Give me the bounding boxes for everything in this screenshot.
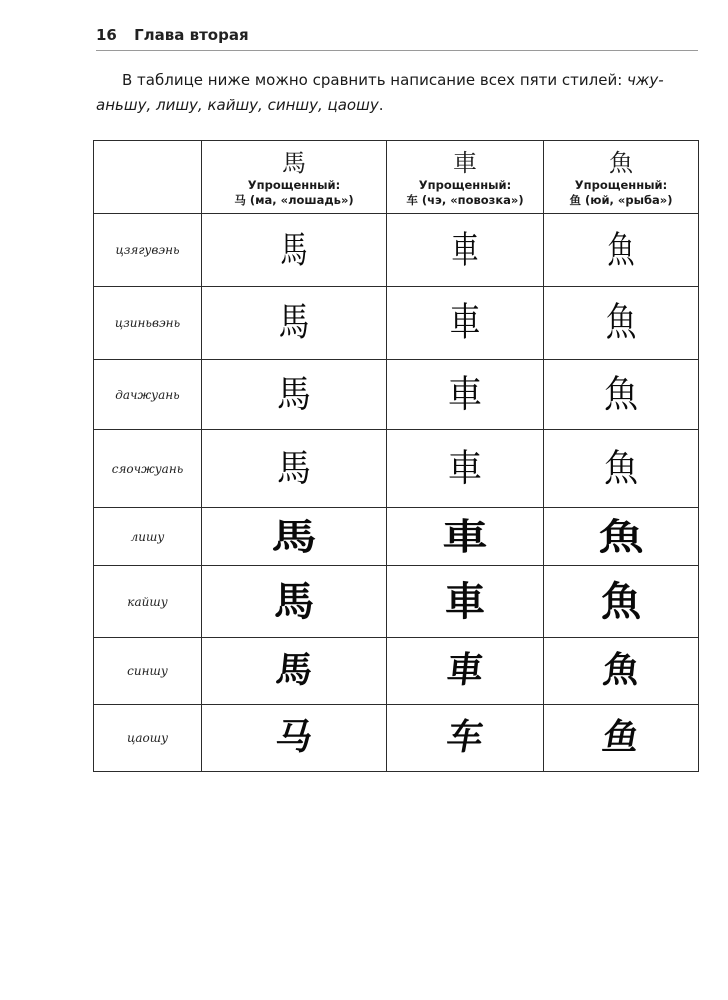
glyph: 車 (442, 515, 488, 558)
style-name-cell: синшу (94, 638, 202, 705)
glyph-cell (544, 705, 699, 772)
header-simplified-char: 鱼 (569, 193, 582, 207)
header-description (387, 193, 543, 208)
glyph-cell (544, 287, 699, 360)
intro-paragraph (96, 68, 696, 118)
glyph-cell (202, 508, 387, 566)
glyph-cell (387, 508, 544, 566)
glyph-cell (202, 214, 387, 287)
table-row (94, 638, 699, 705)
header-divider (96, 50, 698, 51)
header-meaning: (юй, «рыба») (585, 193, 673, 207)
glyph-cell (387, 360, 544, 430)
table-row (94, 287, 699, 360)
table-header-row (94, 141, 699, 214)
table-row (94, 705, 699, 772)
script-styles-table (93, 140, 699, 772)
glyph-cell (202, 287, 387, 360)
table-row (94, 214, 699, 287)
glyph-cell (544, 360, 699, 430)
page-number: 16 (96, 26, 117, 44)
glyph-cell (202, 360, 387, 430)
glyph-cell (202, 566, 387, 638)
header-char: 魚 (609, 149, 633, 177)
glyph-cell (544, 508, 699, 566)
glyph: 馬 (271, 515, 317, 558)
style-name-cell: лишу (94, 508, 202, 566)
header-simplified-char: 车 (406, 193, 418, 207)
intro-styles-list: чжу-аньшу, лишу, кайшу, синшу, цаошу (96, 71, 664, 114)
header-simplified-label: Упрощенный: (418, 178, 512, 192)
glyph-cell (387, 638, 544, 705)
header-char: 車 (453, 149, 477, 177)
style-name-cell: сяочжуань (94, 430, 202, 508)
style-name-cell: кайшу (94, 566, 202, 638)
glyph: 魚 (604, 372, 638, 417)
glyph: 馬 (277, 446, 311, 491)
header-simplified-label: Упрощенный: (247, 178, 341, 192)
style-name-cell: цаошу (94, 705, 202, 772)
glyph: 車 (448, 372, 482, 417)
header-simplified-label: Упрощенный: (574, 178, 668, 192)
glyph: 馬 (277, 372, 311, 417)
glyph: 魚 (600, 650, 642, 691)
glyph-cell (202, 430, 387, 508)
chapter-title: Глава вторая (134, 26, 249, 44)
glyph-cell (387, 430, 544, 508)
glyph: 馬 (278, 300, 310, 346)
page-header (96, 26, 698, 44)
glyph: 魚 (598, 515, 644, 558)
glyph-cell (387, 214, 544, 287)
glyph: 魚 (607, 228, 635, 272)
column-header-horse (202, 141, 387, 214)
glyph-cell (202, 638, 387, 705)
header-description (544, 193, 698, 208)
glyph: 魚 (601, 577, 641, 625)
glyph: 马 (272, 717, 316, 758)
table-row (94, 566, 699, 638)
header-meaning: (чэ, «повозка») (421, 193, 524, 207)
glyph: 鱼 (599, 717, 643, 758)
glyph: 車 (451, 228, 479, 272)
glyph: 魚 (604, 446, 638, 491)
glyph-cell (387, 566, 544, 638)
style-name-cell: дачжуань (94, 360, 202, 430)
intro-end: . (378, 96, 384, 114)
glyph-cell (544, 214, 699, 287)
header-description (202, 193, 386, 208)
glyph-cell (387, 705, 544, 772)
column-header-fish (544, 141, 699, 214)
glyph-cell (544, 566, 699, 638)
glyph-cell (544, 638, 699, 705)
glyph: 馬 (280, 228, 308, 272)
glyph: 魚 (605, 300, 637, 346)
table-row (94, 360, 699, 430)
glyph: 车 (443, 717, 487, 758)
header-corner-cell (94, 141, 202, 214)
glyph: 馬 (273, 650, 315, 691)
style-name-cell: цзягувэнь (94, 214, 202, 287)
column-header-cart (387, 141, 544, 214)
intro-text: В таблице ниже можно сравнить написание всех пяти стилей: (122, 71, 628, 89)
table-row (94, 430, 699, 508)
glyph: 馬 (274, 577, 314, 625)
header-simplified-char: 马 (234, 193, 246, 207)
glyph-cell (544, 430, 699, 508)
header-meaning: (ма, «лошадь») (249, 193, 354, 207)
table-row (94, 508, 699, 566)
glyph-cell (202, 705, 387, 772)
glyph: 車 (444, 650, 486, 691)
style-name-cell: цзиньвэнь (94, 287, 202, 360)
glyph: 車 (449, 300, 481, 346)
glyph: 車 (448, 446, 482, 491)
glyph: 車 (445, 577, 485, 625)
glyph-cell (387, 287, 544, 360)
header-char: 馬 (282, 149, 306, 177)
